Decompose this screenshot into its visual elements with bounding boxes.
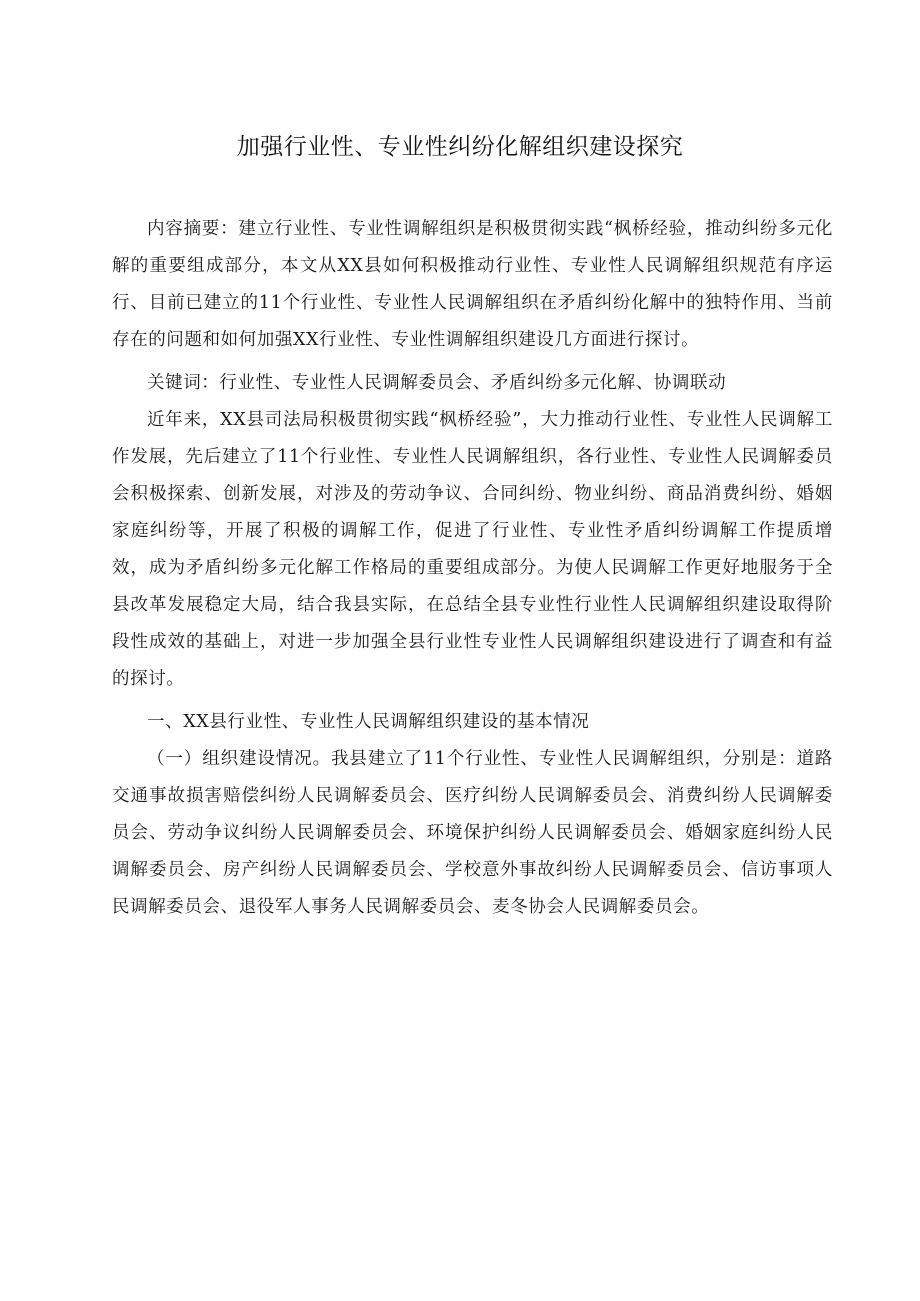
introduction-paragraph: 近年来，XX县司法局积极贯彻实践“枫桥经验”，大力推动行业性、专业性人民调解工作发展，先后建立了11个行业性、专业性人民调解组织，各行业性、专业性人民调解委员会积极探索、创新发展，对涉及的劳动争议、合同纠纷、物业纠纷、商品消费纠纷、婚姻家庭纠纷等，开展了积极的调解工作，促进了行业性、专业性矛盾纠纷调解工作提质增效，成为矛盾纠纷多元化解工作格局的重要组成部分。为使人民调解工作更好地服务于全县改革发展稳定大局，结合我县实际，在总结全县专业性行业性人民调解组织建设取得阶段性成效的基础上，对进一步加强全县行业性专业性人民调解组织建设进行了调查和有益的探讨。 (112, 410, 833, 689)
keywords-paragraph: 关键词：行业性、专业性人民调解委员会、矛盾纠纷多元化解、协调联动 (147, 373, 727, 393)
document-body (112, 211, 833, 926)
section-heading: 一、XX县行业性、专业性人民调解组织建设的基本情况 (147, 712, 590, 732)
document-title: 加强行业性、专业性纠纷化解组织建设探究 (236, 134, 684, 160)
abstract-paragraph: 内容摘要：建立行业性、专业性调解组织是积极贯彻实践“枫桥经验，推动纠纷多元化解的重要组成部分，本文从XX县如何积极推动行业性、专业性人民调解组织规范有序运行、目前已建立的11个行业性、专业性人民调解组织在矛盾纠纷化解中的独特作用、当前存在的问题和如何加强XX行业性、专业性调解组织建设几方面进行探讨。 (112, 219, 833, 350)
subsection-paragraph: （一）组织建设情况。我县建立了11个行业性、专业性人民调解组织，分别是：道路交通事故损害赔偿纠纷人民调解委员会、医疗纠纷人民调解委员会、消费纠纷人民调解委员会、劳动争议纠纷人民调解委员会、环境保护纠纷人民调解委员会、婚姻家庭纠纷人民调解委员会、房产纠纷人民调解委员会、学校意外事故纠纷人民调解委员会、信访事项人民调解委员会、退役军人事务人民调解委员会、麦冬协会人民调解委员会。 (112, 749, 833, 917)
